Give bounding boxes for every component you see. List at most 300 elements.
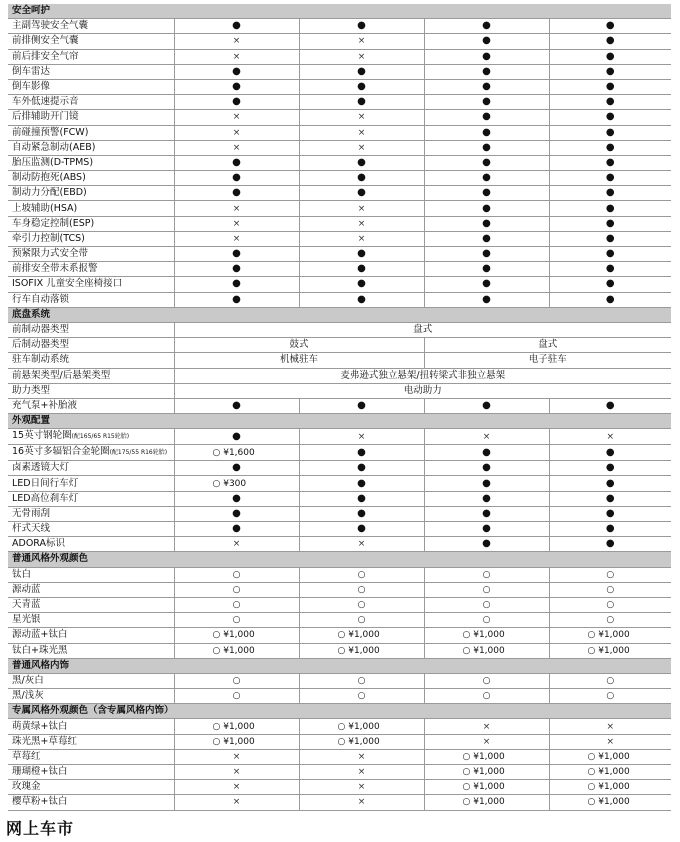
- standard-mark: ●: [605, 538, 615, 550]
- standard-mark: ●: [357, 278, 366, 290]
- standard-mark: ●: [482, 202, 491, 214]
- feature-name: [8, 461, 174, 476]
- table-row: [8, 171, 671, 186]
- value-cell: [174, 582, 299, 597]
- feature-label: 上坡辅助(HSA): [12, 202, 78, 214]
- feature-name: [8, 171, 174, 186]
- value-cell: [174, 719, 299, 734]
- optional-mark: ○: [606, 569, 615, 580]
- standard-mark: ●: [605, 399, 615, 411]
- table-row: [8, 461, 671, 476]
- optional-price: ○ ¥300: [212, 478, 247, 489]
- optional-price: ○ ¥1,000: [462, 767, 505, 778]
- standard-mark: ●: [605, 278, 615, 290]
- table-row: [8, 19, 671, 34]
- value-cell: [174, 64, 299, 79]
- feature-name: [8, 582, 174, 597]
- table-row: [8, 216, 671, 231]
- value-cell: [549, 64, 671, 79]
- value-cell: [299, 780, 424, 795]
- standard-mark: ●: [482, 263, 491, 275]
- not-available-mark: ×: [232, 767, 241, 778]
- table-row: [8, 398, 671, 413]
- optional-mark: ○: [232, 615, 241, 626]
- table-row: [8, 689, 671, 704]
- optional-price: ○ ¥1,000: [337, 630, 380, 641]
- value-cell: [174, 461, 299, 476]
- standard-mark: ●: [357, 446, 366, 458]
- standard-mark: ●: [605, 50, 615, 62]
- feature-label: 制动力分配(EBD): [12, 187, 87, 199]
- feature-label: 牵引力控制(TCS): [12, 232, 85, 244]
- feature-name: [8, 749, 174, 764]
- optional-mark: ○: [606, 615, 615, 626]
- optional-mark: ○: [357, 615, 366, 626]
- value-cell: [174, 19, 299, 34]
- standard-mark: ●: [357, 187, 366, 199]
- not-available-mark: ×: [357, 233, 366, 244]
- standard-mark: ●: [482, 96, 491, 108]
- standard-mark: ●: [482, 232, 491, 244]
- optional-price: ○ ¥1,000: [462, 630, 505, 641]
- feature-name: [8, 322, 174, 337]
- standard-mark: ●: [605, 81, 615, 93]
- not-available-mark: ×: [606, 431, 615, 442]
- value-cell: [424, 292, 549, 307]
- not-available-mark: ×: [357, 51, 366, 62]
- feature-label: 卤素透镜大灯: [12, 462, 70, 474]
- value-cell: [549, 522, 671, 537]
- standard-mark: ●: [232, 156, 241, 168]
- table-row: [8, 140, 671, 155]
- standard-mark: ●: [232, 20, 241, 32]
- standard-mark: ●: [605, 462, 615, 474]
- value-cell-span: 鼓式: [174, 338, 424, 353]
- value-cell: [549, 613, 671, 628]
- value-cell: [424, 125, 549, 140]
- value-cell: [174, 216, 299, 231]
- value-cell: [174, 429, 299, 445]
- feature-label: 后排辅助开门镜: [12, 111, 79, 123]
- feature-label: 助力类型: [12, 384, 51, 396]
- value-cell: [174, 749, 299, 764]
- value-cell: [424, 522, 549, 537]
- feature-name: [8, 506, 174, 521]
- table-row: [8, 765, 671, 780]
- feature-label: 前后排安全气帘: [12, 50, 79, 62]
- optional-mark: ○: [482, 615, 491, 626]
- feature-label: 前碰撞预警(FCW): [12, 126, 89, 138]
- value-cell: [299, 476, 424, 491]
- standard-mark: ●: [605, 477, 615, 489]
- standard-mark: ●: [357, 462, 366, 474]
- feature-name: [8, 780, 174, 795]
- not-available-mark: ×: [232, 142, 241, 153]
- table-row: [8, 79, 671, 94]
- feature-name: [8, 522, 174, 537]
- standard-mark: ●: [232, 96, 241, 108]
- optional-price: ○ ¥1,000: [212, 721, 255, 732]
- feature-label: 行车自动落锁: [12, 293, 70, 305]
- value-cell: [299, 231, 424, 246]
- standard-mark: ●: [482, 126, 491, 138]
- value-cell: [549, 398, 671, 413]
- value-cell: [299, 155, 424, 170]
- value-cell: [299, 110, 424, 125]
- value-cell: [174, 79, 299, 94]
- value-cell: [174, 689, 299, 704]
- feature-name: [8, 353, 174, 368]
- optional-price: ○ ¥1,000: [337, 645, 380, 656]
- value-cell: [299, 19, 424, 34]
- feature-label: 充气泵+补胎液: [12, 399, 77, 411]
- value-cell: [299, 95, 424, 110]
- standard-mark: ●: [605, 217, 615, 229]
- optional-mark: ○: [482, 584, 491, 595]
- value-cell: [424, 582, 549, 597]
- standard-mark: ●: [232, 399, 241, 411]
- value-cell: [424, 277, 549, 292]
- table-row: [8, 429, 671, 445]
- value-cell: [174, 277, 299, 292]
- standard-mark: ●: [232, 65, 241, 77]
- standard-mark: ●: [482, 538, 491, 550]
- standard-mark: ●: [482, 172, 491, 184]
- optional-price: ○ ¥1,000: [462, 797, 505, 808]
- value-cell: [174, 125, 299, 140]
- feature-name: [8, 64, 174, 79]
- standard-mark: ●: [357, 399, 366, 411]
- not-available-mark: ×: [606, 721, 615, 732]
- value-cell: [549, 49, 671, 64]
- standard-mark: ●: [232, 248, 241, 260]
- value-cell: [424, 64, 549, 79]
- table-row: [8, 49, 671, 64]
- value-cell: [424, 231, 549, 246]
- value-cell: [174, 567, 299, 582]
- value-cell: [549, 476, 671, 491]
- optional-price: ○ ¥1,600: [212, 447, 255, 458]
- standard-mark: ●: [357, 156, 366, 168]
- feature-name: [8, 201, 174, 216]
- table-row: [8, 186, 671, 201]
- feature-label: 钛白: [12, 568, 32, 580]
- value-cell: [424, 171, 549, 186]
- feature-label: LED高位刹车灯: [12, 492, 79, 504]
- value-cell: [174, 445, 299, 461]
- feature-label: 16英寸多辐铝合金轮圈: [12, 446, 110, 458]
- standard-mark: ●: [232, 172, 241, 184]
- feature-name: [8, 34, 174, 49]
- feature-label: 珊瑚橙+钛白: [12, 766, 68, 778]
- value-cell: [299, 765, 424, 780]
- feature-label: 前排安全带未系报警: [12, 263, 98, 275]
- value-cell: [549, 171, 671, 186]
- value-cell: [299, 689, 424, 704]
- value-cell: [424, 567, 549, 582]
- table-row: [8, 522, 671, 537]
- standard-mark: ●: [482, 278, 491, 290]
- value-cell-span: 盘式: [424, 338, 671, 353]
- section-title: 底盘系统: [8, 307, 671, 322]
- not-available-mark: ×: [357, 36, 366, 47]
- optional-mark: ○: [482, 600, 491, 611]
- not-available-mark: ×: [482, 721, 491, 732]
- feature-name: [8, 537, 174, 552]
- value-cell: [174, 522, 299, 537]
- optional-price: ○ ¥1,000: [462, 782, 505, 793]
- optional-mark: ○: [232, 691, 241, 702]
- standard-mark: ●: [482, 187, 491, 199]
- table-row: [8, 110, 671, 125]
- standard-mark: ●: [357, 293, 366, 305]
- feature-name: [8, 628, 174, 643]
- value-cell: [424, 643, 549, 658]
- standard-mark: ●: [357, 248, 366, 260]
- standard-mark: ●: [232, 187, 241, 199]
- standard-mark: ●: [605, 156, 615, 168]
- feature-name: [8, 613, 174, 628]
- feature-name: [8, 476, 174, 491]
- standard-mark: ●: [232, 462, 241, 474]
- standard-mark: ●: [482, 65, 491, 77]
- value-cell: [424, 734, 549, 749]
- optional-mark: ○: [357, 675, 366, 686]
- table-row: [8, 231, 671, 246]
- value-cell: [424, 506, 549, 521]
- standard-mark: ●: [357, 81, 366, 93]
- feature-label: 车身稳定控制(ESP): [12, 217, 95, 229]
- standard-mark: ●: [357, 172, 366, 184]
- feature-name: [8, 19, 174, 34]
- value-cell: [174, 262, 299, 277]
- value-cell: [424, 79, 549, 94]
- value-cell: [549, 429, 671, 445]
- value-cell: [549, 231, 671, 246]
- section-title: 专属风格外观颜色（含专属风格内饰）: [8, 704, 671, 719]
- value-cell: [299, 749, 424, 764]
- not-available-mark: ×: [357, 431, 366, 442]
- value-cell: [424, 476, 549, 491]
- value-cell: [174, 398, 299, 413]
- feature-label: 黑/灰白: [12, 674, 44, 686]
- standard-mark: ●: [232, 263, 241, 275]
- standard-mark: ●: [605, 232, 615, 244]
- standard-mark: ●: [482, 399, 491, 411]
- table-row: [8, 125, 671, 140]
- optional-price: ○ ¥1,000: [587, 645, 630, 656]
- feature-name: [8, 49, 174, 64]
- value-cell: [299, 34, 424, 49]
- value-cell: [549, 201, 671, 216]
- standard-mark: ●: [605, 20, 615, 32]
- not-available-mark: ×: [482, 431, 491, 442]
- optional-price: ○ ¥1,000: [337, 736, 380, 747]
- not-available-mark: ×: [232, 51, 241, 62]
- feature-label: 胎压监测(D-TPMS): [12, 156, 94, 168]
- value-cell: [299, 795, 424, 810]
- value-cell: [174, 231, 299, 246]
- optional-mark: ○: [606, 675, 615, 686]
- optional-mark: ○: [357, 691, 366, 702]
- optional-price: ○ ¥1,000: [587, 767, 630, 778]
- table-row: [8, 353, 671, 368]
- optional-mark: ○: [482, 691, 491, 702]
- standard-mark: ●: [357, 523, 366, 535]
- optional-mark: ○: [232, 569, 241, 580]
- feature-name: [8, 262, 174, 277]
- value-cell: [174, 613, 299, 628]
- value-cell: [549, 597, 671, 612]
- feature-label: 后制动器类型: [12, 339, 70, 351]
- standard-mark: ●: [357, 96, 366, 108]
- standard-mark: ●: [482, 111, 491, 123]
- standard-mark: ●: [482, 20, 491, 32]
- feature-label: 钛白+珠光黑: [12, 644, 68, 656]
- value-cell: [549, 643, 671, 658]
- standard-mark: ●: [605, 446, 615, 458]
- feature-label: 草莓红: [12, 750, 41, 762]
- value-cell: [299, 597, 424, 612]
- feature-name: [8, 79, 174, 94]
- value-cell: [549, 567, 671, 582]
- standard-mark: ●: [232, 523, 241, 535]
- feature-name: [8, 734, 174, 749]
- table-row: [8, 734, 671, 749]
- value-cell: [299, 461, 424, 476]
- not-available-mark: ×: [232, 751, 241, 762]
- feature-name: [8, 186, 174, 201]
- section-header: [8, 4, 671, 19]
- feature-label: ADORA标识: [12, 538, 66, 550]
- feature-label: 前排侧安全气囊: [12, 35, 79, 47]
- optional-price: ○ ¥1,000: [587, 782, 630, 793]
- not-available-mark: ×: [357, 218, 366, 229]
- standard-mark: ●: [232, 507, 241, 519]
- standard-mark: ●: [357, 263, 366, 275]
- value-cell: [549, 79, 671, 94]
- feature-name: [8, 689, 174, 704]
- value-cell: [549, 125, 671, 140]
- feature-note: (配175/55 R16轮胎): [109, 449, 168, 457]
- not-available-mark: ×: [357, 112, 366, 123]
- feature-label: 15英寸钢轮圈: [12, 430, 72, 442]
- feature-label: 前悬架类型/后悬架类型: [12, 369, 111, 381]
- value-cell: [549, 262, 671, 277]
- standard-mark: ●: [605, 35, 615, 47]
- table-row: [8, 613, 671, 628]
- value-cell: [549, 719, 671, 734]
- value-cell: [549, 95, 671, 110]
- value-cell: [299, 49, 424, 64]
- table-row: [8, 780, 671, 795]
- table-row: [8, 795, 671, 810]
- value-cell: [424, 780, 549, 795]
- optional-mark: ○: [357, 584, 366, 595]
- value-cell: [299, 140, 424, 155]
- value-cell: [424, 398, 549, 413]
- value-cell: [174, 49, 299, 64]
- value-cell: [299, 262, 424, 277]
- feature-label: 源动蓝: [12, 583, 41, 595]
- feature-label: 车外低速提示音: [12, 96, 79, 108]
- optional-price: ○ ¥1,000: [587, 630, 630, 641]
- standard-mark: ●: [482, 141, 491, 153]
- table-row: [8, 95, 671, 110]
- optional-price: ○ ¥1,000: [462, 751, 505, 762]
- value-cell: [174, 537, 299, 552]
- feature-name: [8, 338, 174, 353]
- value-cell: [549, 689, 671, 704]
- value-cell: [299, 522, 424, 537]
- value-cell: [299, 719, 424, 734]
- feature-name: [8, 216, 174, 231]
- value-cell: [549, 34, 671, 49]
- value-cell: [424, 429, 549, 445]
- standard-mark: ●: [232, 278, 241, 290]
- feature-note: (配165/65 R15轮胎): [71, 433, 130, 441]
- value-cell: [549, 140, 671, 155]
- value-cell: [424, 201, 549, 216]
- value-cell: [424, 186, 549, 201]
- feature-name: [8, 765, 174, 780]
- not-available-mark: ×: [232, 233, 241, 244]
- optional-mark: ○: [357, 600, 366, 611]
- optional-mark: ○: [606, 584, 615, 595]
- section-title: 普通风格内饰: [8, 658, 671, 673]
- not-available-mark: ×: [357, 142, 366, 153]
- value-cell: [299, 79, 424, 94]
- value-cell: [424, 795, 549, 810]
- value-cell-span: 机械驻车: [174, 353, 424, 368]
- table-row: [8, 491, 671, 506]
- feature-label: 无骨雨刮: [12, 507, 51, 519]
- standard-mark: ●: [605, 507, 615, 519]
- standard-mark: ●: [482, 35, 491, 47]
- value-cell: [299, 201, 424, 216]
- value-cell: [424, 19, 549, 34]
- value-cell: [174, 201, 299, 216]
- standard-mark: ●: [357, 492, 366, 504]
- section-header: [8, 414, 671, 429]
- table-row: [8, 383, 671, 398]
- standard-mark: ●: [482, 507, 491, 519]
- value-cell: [424, 491, 549, 506]
- value-cell: [549, 795, 671, 810]
- feature-name: [8, 643, 174, 658]
- not-available-mark: ×: [232, 539, 241, 550]
- value-cell: [424, 461, 549, 476]
- standard-mark: ●: [605, 126, 615, 138]
- value-cell: [549, 537, 671, 552]
- value-cell: [299, 506, 424, 521]
- table-row: [8, 567, 671, 582]
- not-available-mark: ×: [357, 782, 366, 793]
- feature-label: ISOFIX 儿童安全座椅接口: [12, 278, 123, 290]
- value-cell: [424, 673, 549, 688]
- value-cell: [549, 628, 671, 643]
- optional-mark: ○: [232, 584, 241, 595]
- section-header: [8, 658, 671, 673]
- not-available-mark: ×: [357, 751, 366, 762]
- optional-price: ○ ¥1,000: [587, 797, 630, 808]
- value-cell: [424, 247, 549, 262]
- standard-mark: ●: [482, 462, 491, 474]
- standard-mark: ●: [357, 507, 366, 519]
- feature-name: [8, 719, 174, 734]
- value-cell: [299, 673, 424, 688]
- feature-label: 驻车制动系统: [12, 354, 70, 366]
